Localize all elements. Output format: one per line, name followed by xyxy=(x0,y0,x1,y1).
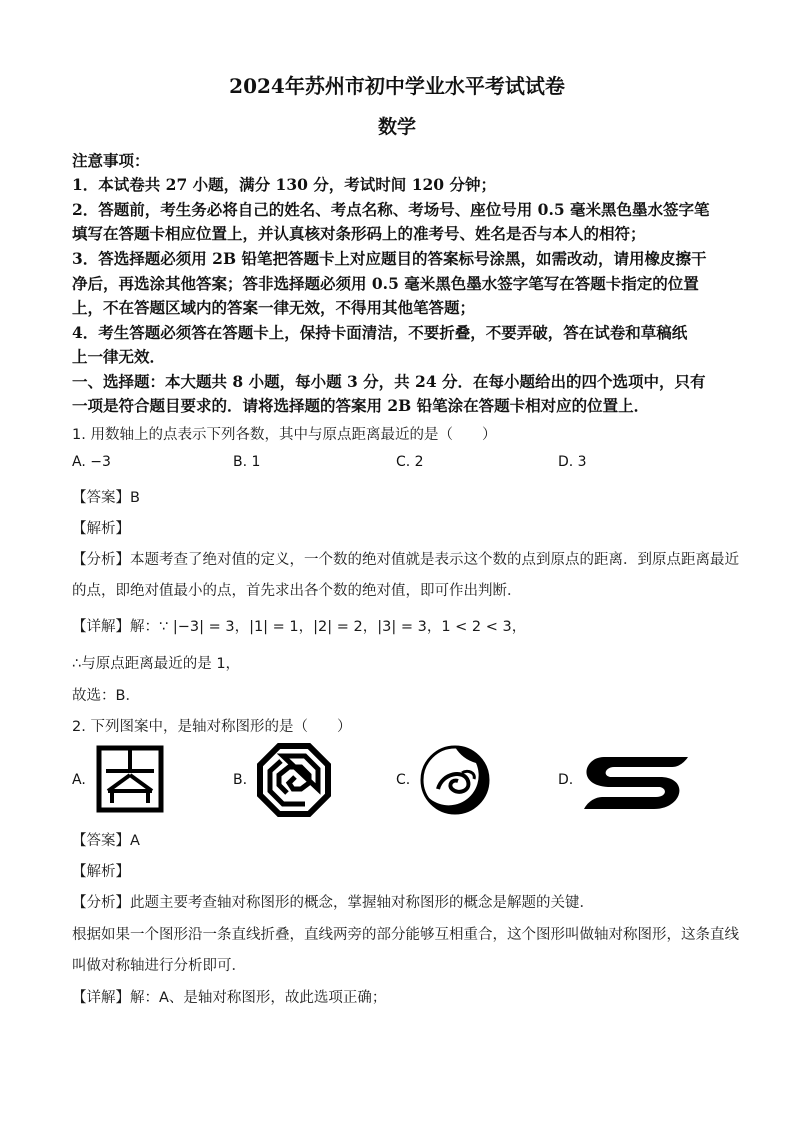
q2-option-a-label: A. xyxy=(72,772,86,788)
q1-option-c: C. 2 xyxy=(396,454,424,470)
q1-option-d: D. 3 xyxy=(558,454,587,470)
q1-choice: 故选：B． xyxy=(72,688,140,704)
q1-option-a: A. −3 xyxy=(72,454,111,470)
notice-line: 净后，再选涂其他答案；答非选择题必须用 0.5 毫米黑色墨水签字笔写在答题卡指定的位置 xyxy=(72,274,699,293)
notice-line: 3．答选择题必须用 2B 铅笔把答题卡上对应题目的答案标号涂黑，如需改动，请用橡皮擦干 xyxy=(72,249,707,268)
notice-line: 填写在答题卡相应位置上，并认真核对条形码上的准考号、姓名是否与本人的相符； xyxy=(72,224,646,243)
q1-option-b: B. 1 xyxy=(233,454,261,470)
q1-detail: 【详解】解：∵ |−3| = 3，|1| = 1，|2| = 2，|3| = 3，1 < 2 < 3， xyxy=(72,619,527,635)
q1-fenxi: 的点，即绝对值最小的点，首先求出各个数的绝对值，即可作出判断． xyxy=(72,583,522,599)
q2-stem: 2. 下列图案中，是轴对称图形的是（ ） xyxy=(72,719,352,735)
subject-title: 数学 xyxy=(377,116,416,138)
notice-line: 2．答题前，考生务必将自己的姓名、考点名称、考场号、座位号用 0.5 毫米黑色墨水签字笔 xyxy=(72,200,710,219)
notice-line: 4．考生答题必须答在答题卡上，保持卡面清洁，不要折叠，不要弄破，答在试卷和草稿纸 xyxy=(72,323,688,342)
section-heading: 一项是符合题目要求的．请将选择题的答案用 2B 铅笔涂在答题卡相对应的位置上． xyxy=(72,396,650,415)
octagon-spiral-icon xyxy=(257,743,331,817)
section-heading: 一、选择题：本大题共 8 小题，每小题 3 分，共 24 分．在每小题给出的四个选项中，只有 xyxy=(72,372,706,391)
q2-detail: 【详解】解：A、是轴对称图形，故此选项正确； xyxy=(72,990,387,1006)
q2-fenxi: 【分析】此题主要考查轴对称图形的概念，掌握轴对称图形的概念是解题的关键． xyxy=(72,895,594,911)
q1-analysis-label: 【解析】 xyxy=(72,521,130,537)
q2-option-c-label: C. xyxy=(396,772,411,788)
window-symmetric-icon xyxy=(96,745,164,813)
notice-line: 上，不在答题区域内的答案一律无效，不得用其他笔答题； xyxy=(72,298,476,317)
q2-analysis-label: 【解析】 xyxy=(72,864,130,880)
q2-body: 根据如果一个图形沿一条直线折叠，直线两旁的部分能够互相重合，这个图形叫做轴对称图形，这条直线 xyxy=(72,927,739,943)
q1-answer: 【答案】B xyxy=(72,490,140,506)
q1-fenxi: 【分析】本题考查了绝对值的定义，一个数的绝对值就是表示这个数的点到原点的距离．到原点距离最近 xyxy=(72,552,739,568)
notice-line: 上一律无效． xyxy=(72,347,166,366)
q2-option-b-label: B. xyxy=(233,772,248,788)
s-logo-icon xyxy=(580,755,692,811)
circle-swirl-icon xyxy=(418,743,492,817)
q2-body: 叫做对称轴进行分析即可． xyxy=(72,958,246,974)
q1-conclusion: ∴与原点距离最近的是 1， xyxy=(72,656,241,672)
notice-heading: 注意事项： xyxy=(72,151,150,170)
exam-title: 2024年苏州市初中学业水平考试试卷 xyxy=(229,74,565,98)
notice-line: 1．本试卷共 27 小题，满分 130 分，考试时间 120 分钟； xyxy=(72,175,496,194)
q2-answer: 【答案】A xyxy=(72,833,140,849)
q1-stem: 1. 用数轴上的点表示下列各数，其中与原点距离最近的是（ ） xyxy=(72,427,497,443)
q2-option-d-label: D. xyxy=(558,772,574,788)
